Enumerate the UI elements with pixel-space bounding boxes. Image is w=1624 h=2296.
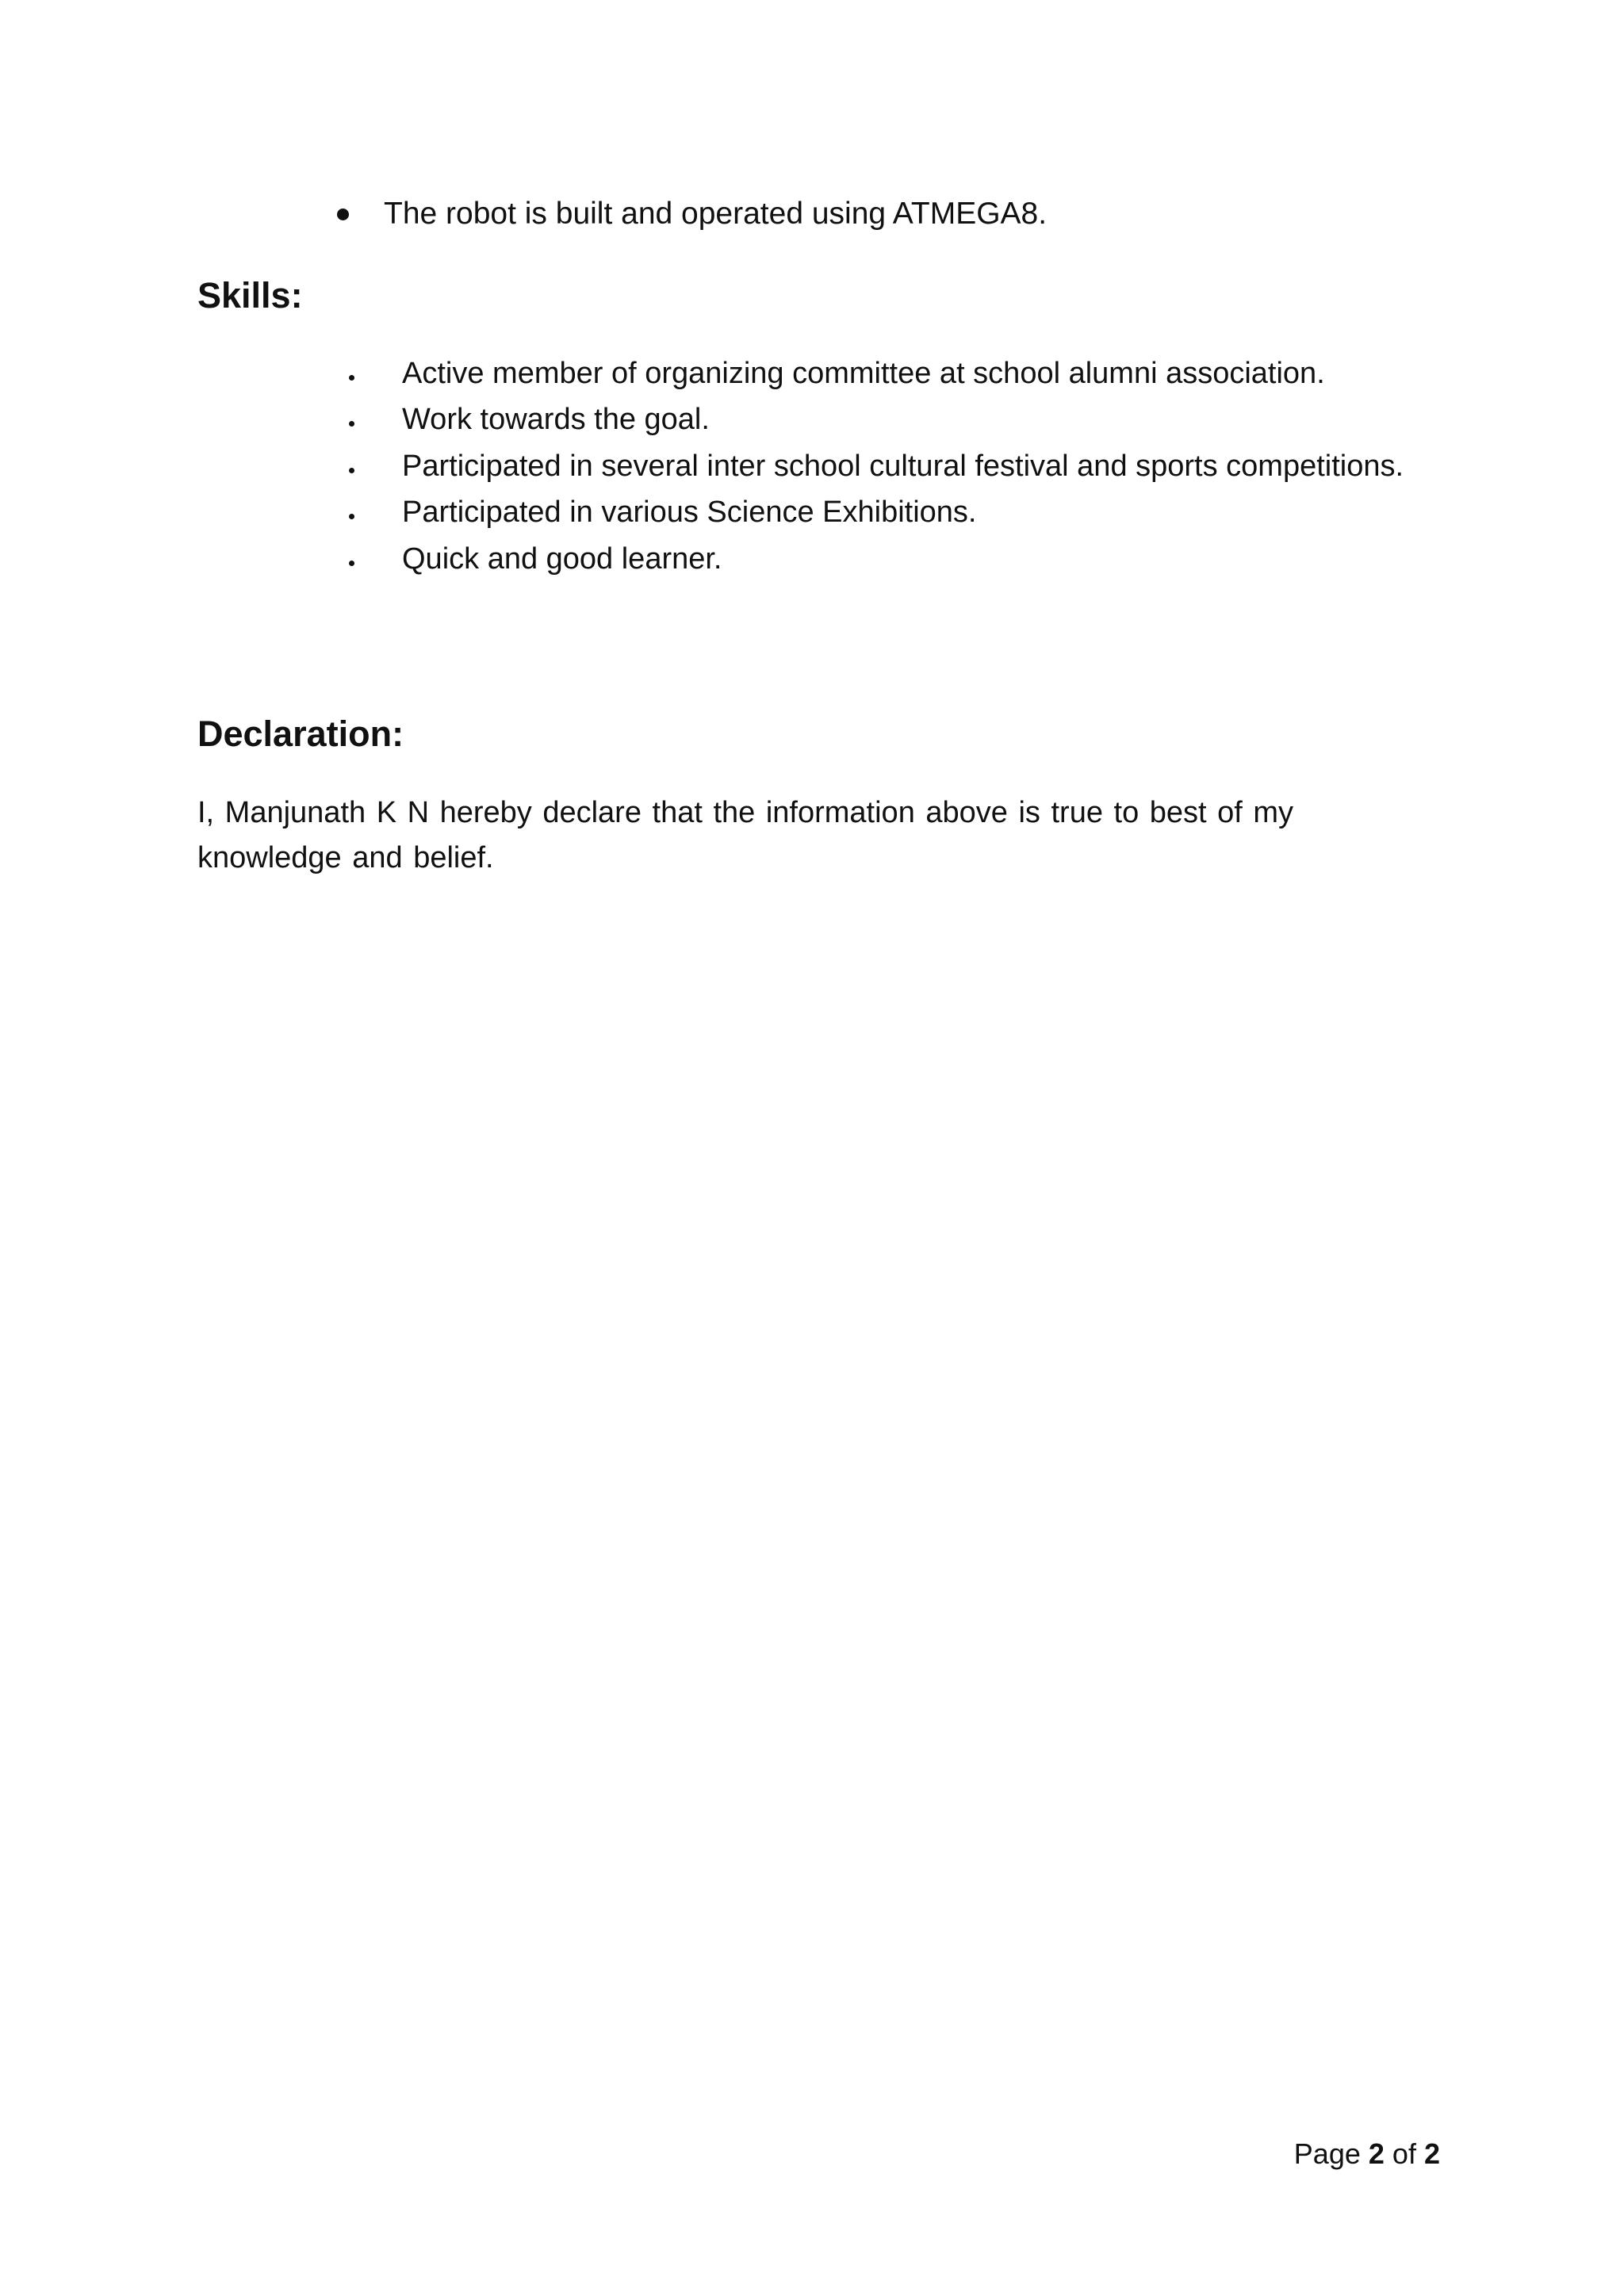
list-item [349,397,1404,444]
bullet-icon [349,421,354,427]
list-item [349,490,1404,537]
skill-text: Participated in various Science Exhibitions. [402,496,977,530]
skill-text: Participated in several inter school cultural festival and sports competitions. [402,449,1404,483]
bullet-icon [349,514,354,519]
list-item [349,350,1404,397]
bullet-icon [349,468,354,473]
of-label: of [1392,2137,1416,2170]
current-page-number: 2 [1368,2137,1385,2170]
page-label: Page [1293,2137,1361,2170]
project-bullet-text: The robot is built and operated using ATMEGA8. [384,197,1048,231]
list-item [349,536,1404,583]
bullet-icon [349,561,354,566]
skills-list [349,350,1404,583]
project-bullet-item [337,194,1047,234]
bullet-icon [337,209,349,220]
skills-heading: Skills: [197,275,303,316]
declaration-heading: Declaration: [197,714,404,754]
page-footer [1294,2137,1440,2172]
skill-text: Work towards the goal. [402,403,710,437]
total-pages-number: 2 [1423,2137,1440,2170]
bullet-icon [349,375,354,381]
declaration-text: I, Manjunath K N hereby declare that the information above is true to best of my knowledge and belief. [197,796,1294,874]
skill-text: Active member of organizing committee at school alumni association. [402,356,1325,390]
skill-text: Quick and good learner. [402,541,722,576]
list-item [349,443,1404,490]
